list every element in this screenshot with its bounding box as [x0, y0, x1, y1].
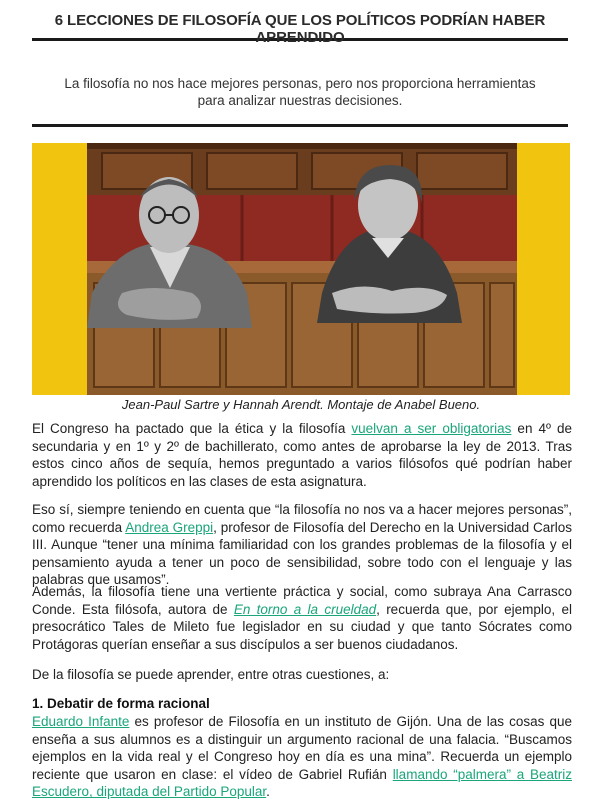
link-en-torno-crueldad[interactable]: En torno a la crueldad	[233, 601, 377, 617]
p3-text-before: Además, la filosofía tiene una vertiente práctica y social, como subraya Ana Carrasco Conde. Esta filósofa, autora de	[32, 584, 572, 617]
link-andrea-greppi[interactable]: Andrea Greppi	[125, 519, 214, 535]
section-1-heading: 1. Debatir de forma racional	[32, 696, 210, 711]
link-eduardo-infante[interactable]: Eduardo Infante	[32, 714, 130, 729]
paragraph-4: De la filosofía se puede aprender, entre otras cuestiones, a:	[32, 667, 390, 682]
link-llamando-palmera[interactable]: llamando “palmera” a Beatriz Escudero, diputada del Partido Popular	[32, 766, 573, 800]
section-1-paragraph	[32, 713, 572, 800]
p1-text-after: en 4º de secundaria y en 1º y 2º de bachillerato, como antes de aprobarse la ley de 2013. Tras estos cinco años de sequía, hemos preguntado a varios filósofos qué podrían haber aprendido los políticos en las clases de esta asignatura.	[32, 421, 573, 489]
article-subtitle: La filosofía no nos hace mejores personas, pero nos proporciona herramientas para analizar nuestras decisiones.	[64, 76, 536, 108]
title-block	[32, 0, 568, 46]
p3-text-after: , recuerda que, por ejemplo, el presocrático Tales de Mileto fue legislador en su ciudad y que tanto Sócrates como Protágoras querían enseñar a sus discípulos a ser buenos ciudadanos.	[32, 601, 572, 652]
image-caption: Jean-Paul Sartre y Hannah Arendt. Montaje de Anabel Bueno.	[121, 397, 481, 412]
link-vuelvan-obligatorias[interactable]: vuelvan a ser obligatorias	[351, 421, 512, 436]
section-1-text-1: es profesor de Filosofía en un instituto de Gijón. Una de las cosas que enseña a sus alumnos es a distinguir un argumento racional de una falacia. “Buscamos ejemplos en la vida real y el Congreso hoy en día es una mina”. Recuerda un ejemplo reciente que usaron en clase: el vídeo de Gabriel Rufián	[32, 714, 572, 782]
paragraph-2	[32, 501, 572, 589]
p2-text-before: Eso sí, siempre teniendo en cuenta que “la filosofía no nos va a hacer mejores personas”, como recuerda	[32, 502, 572, 535]
p1-text-before: El Congreso ha pactado que la ética y la filosofía	[32, 421, 352, 436]
section-1-text-2: .	[266, 784, 270, 800]
article-photo	[32, 143, 570, 395]
divider	[32, 124, 568, 127]
paragraph-1	[32, 420, 572, 490]
paragraph-3	[32, 583, 572, 653]
parliament-montage-image	[32, 143, 570, 395]
article-title: 6 LECCIONES DE FILOSOFÍA QUE LOS POLÍTICOS PODRÍAN HABER APRENDIDO	[54, 12, 546, 46]
p2-text-after: , profesor de Filosofía del Derecho en la Universidad Carlos III. Aunque “tener una mínima familiaridad con los grandes problemas de la filosofía y el pensamiento ayuda a tener un poco de sensibilidad, sobre todo con el lenguaje y las palabras que usamos”.	[32, 519, 572, 588]
